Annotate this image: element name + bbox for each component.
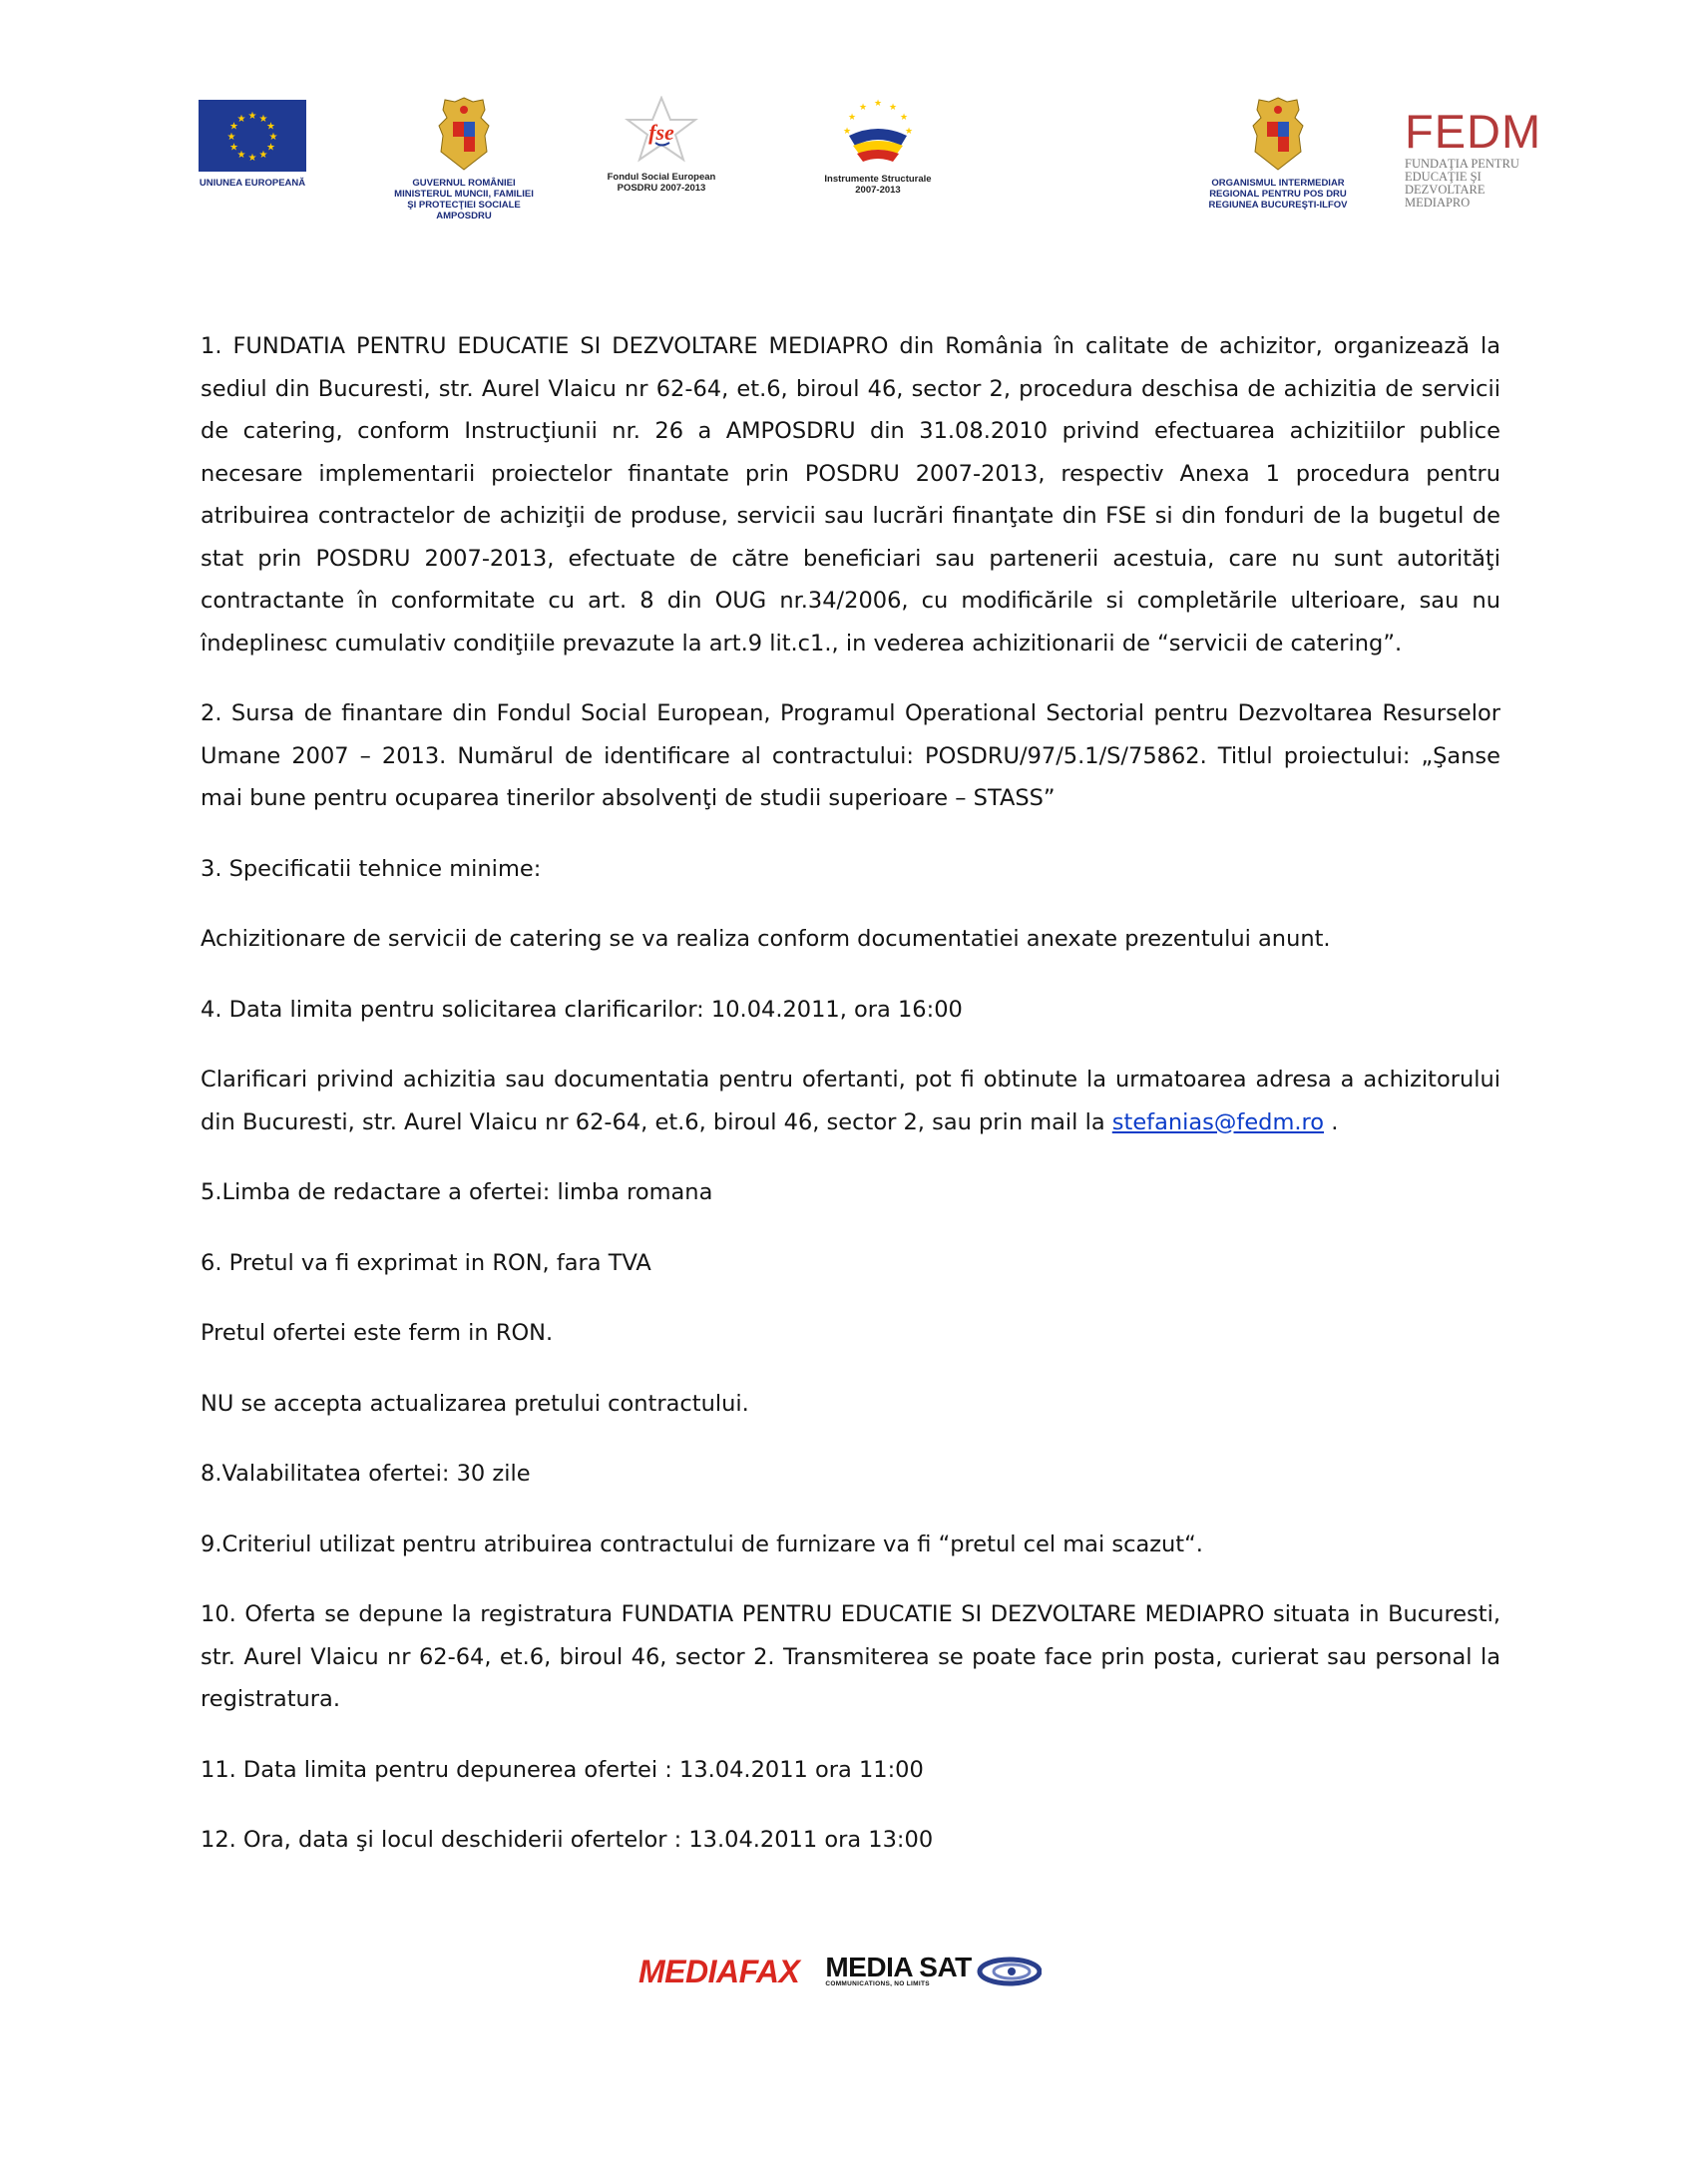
- svg-text:★: ★: [236, 150, 246, 161]
- footer-logos: [638, 1952, 1042, 1991]
- fse-mark: fse: [648, 120, 674, 145]
- paragraph-1: 1. FUNDATIA PENTRU EDUCATIE SI DEZVOLTARE MEDIAPRO din România în calitate de achizitor, organizează la sediul din Bucuresti, str. Aurel Vlaicu nr 62-64, et.6, biroul 46, sector 2, procedura deschisa de achizitia de servicii de catering, conform Instrucţiunii nr. 26 a AMPOSDRU din 31.08.2010 privind efectuarea achizitiilor publice necesare implementarii proiectelor finantate prin POSDRU 2007-2013, respectiv Anexa 1 procedura pentru atribuirea contractelor de achiziţii de produse, servicii sau lucrări finanţate din FSE si din fonduri de la bugetul de stat prin POSDRU 2007-2013, efectuate de către beneficiari sau partenerii acestuia, care nu sunt autorităţi contractante în conformitate cu art. 8 din OUG nr.34/2006, cu modificările si completările ulterioare, sau nu îndeplinesc cumulativ condiţiile prevazute la art.9 lit.c1., in vederea achizitionarii de “servicii de catering”.: [201, 333, 1500, 656]
- svg-text:★: ★: [229, 142, 238, 154]
- paragraph-12: 12. Ora, data şi locul deschiderii ofertelor : 13.04.2011 ora 13:00: [201, 1827, 934, 1853]
- svg-text:★: ★: [847, 113, 857, 123]
- clarifications-end: .: [1324, 1108, 1339, 1135]
- paragraph-4: 4. Data limita pentru solicitarea clarificarilor: 10.04.2011, ora 16:00: [201, 996, 963, 1023]
- instrumente-structurale-logo: [803, 96, 953, 196]
- paragraph-6: 6. Pretul va fi exprimat in RON, fara TVA: [201, 1249, 651, 1276]
- organism-intermediar-logo: [1192, 96, 1364, 211]
- paragraph-8: 8.Valabilitatea ofertei: 30 zile: [201, 1461, 531, 1487]
- paragraph-9: 9.Criteriul utilizat pentru atribuirea contractului de furnizare va fi “pretul cel mai scazut“.: [201, 1530, 1203, 1557]
- instrumente-structurale-caption: Instrumente Structurale 2007-2013: [824, 174, 932, 196]
- satellite-swoosh-icon: [972, 1954, 1042, 1989]
- government-caption: GUVERNUL ROMÂNIEI MINISTERUL MUNCII, FAMILIEI ŞI PROTECŢIEI SOCIALE AMPOSDRU: [394, 178, 534, 221]
- fse-star-icon: [622, 96, 701, 166]
- fse-caption: Fondul Social European POSDRU 2007-2013: [607, 172, 716, 194]
- svg-text:★: ★: [842, 127, 852, 137]
- fedm-logo: [1405, 105, 1564, 210]
- svg-text:★: ★: [247, 153, 257, 164]
- government-logo: [384, 96, 544, 221]
- eu-logo: [199, 100, 306, 189]
- paragraph-6-no-update: NU se accepta actualizarea pretului contractului.: [201, 1390, 749, 1417]
- mediafax-logo: MEDIAFAX: [638, 1953, 800, 1989]
- mediasat-logo: [825, 1954, 1041, 1989]
- paragraph-5: 5.Limba de redactare a ofertei: limba romana: [201, 1179, 713, 1205]
- fse-logo: [597, 96, 726, 194]
- romanian-coat-of-arms-icon: [1247, 96, 1309, 172]
- organism-intermediar-caption: ORGANISMUL INTERMEDIAR REGIONAL PENTRU POS DRU REGIUNEA BUCUREŞTI-ILFOV: [1208, 178, 1348, 211]
- paragraph-3-detail: Achizitionare de servicii de catering se va realiza conform documentatiei anexate prezentului anunt.: [201, 926, 1331, 952]
- svg-text:★: ★: [268, 132, 278, 143]
- svg-text:★: ★: [858, 103, 868, 113]
- svg-text:★: ★: [236, 114, 246, 125]
- clarifications-text: Clarificari privind achizitia sau documentatia pentru ofertanti, pot fi obtinute la urmatoarea adresa a achizitorului din Bucuresti, str. Aurel Vlaicu nr 62-64, et.6, biroul 46, sector 2, sau prin mail la: [201, 1067, 1500, 1135]
- eu-flag-icon: [199, 100, 306, 172]
- structural-instruments-icon: [835, 96, 921, 168]
- svg-text:★: ★: [904, 127, 914, 137]
- svg-text:★: ★: [266, 121, 275, 133]
- svg-text:★: ★: [888, 103, 898, 113]
- mediasat-title: MEDIA SAT: [825, 1952, 972, 1982]
- fedm-title: FEDM: [1405, 105, 1542, 158]
- paragraph-10: 10. Oferta se depune la registratura FUNDATIA PENTRU EDUCATIE SI DEZVOLTARE MEDIAPRO situata in Bucuresti, str. Aurel Vlaicu nr 62-64, et.6, biroul 46, sector 2. Transmiterea se poate face prin posta, curierat sau personal la registratura.: [201, 1601, 1500, 1712]
- fedm-subtitle: FUNDAŢIA PENTRU EDUCAŢIE ŞI DEZVOLTARE MEDIAPRO: [1405, 157, 1519, 210]
- paragraph-4-clarifications: [201, 1059, 1500, 1143]
- paragraph-2: 2. Sursa de finantare din Fondul Social European, Programul Operational Sectorial pentru Dezvoltarea Resurselor Umane 2007 – 2013. Numărul de identificare al contractului: POSDRU/97/5.1/S/75862. Titlul proiectului: „Şanse mai bune pentru ocuparea tinerilor absolvenţi de studii superioare – STASS”: [201, 700, 1500, 811]
- svg-text:★: ★: [229, 121, 238, 133]
- mediasat-tagline: COMMUNICATIONS, NO LIMITS: [825, 1980, 930, 1987]
- paragraph-3: 3. Specificatii tehnice minime:: [201, 855, 542, 882]
- svg-text:★: ★: [266, 142, 275, 154]
- announcement-body: [201, 325, 1500, 1890]
- paragraph-11: 11. Data limita pentru depunerea ofertei : 13.04.2011 ora 11:00: [201, 1756, 924, 1783]
- svg-text:★: ★: [873, 99, 883, 109]
- svg-text:★: ★: [258, 114, 268, 125]
- paragraph-6-firm-price: Pretul ofertei este ferm in RON.: [201, 1320, 554, 1346]
- romanian-coat-of-arms-icon: [433, 96, 495, 172]
- email-link[interactable]: stefanias@fedm.ro: [1111, 1108, 1325, 1135]
- svg-text:★: ★: [226, 132, 236, 143]
- svg-text:★: ★: [247, 111, 257, 122]
- svg-text:★: ★: [258, 150, 268, 161]
- header-logos: [0, 0, 1696, 239]
- eu-caption: UNIUNEA EUROPEANĂ: [199, 178, 306, 189]
- svg-text:★: ★: [899, 113, 909, 123]
